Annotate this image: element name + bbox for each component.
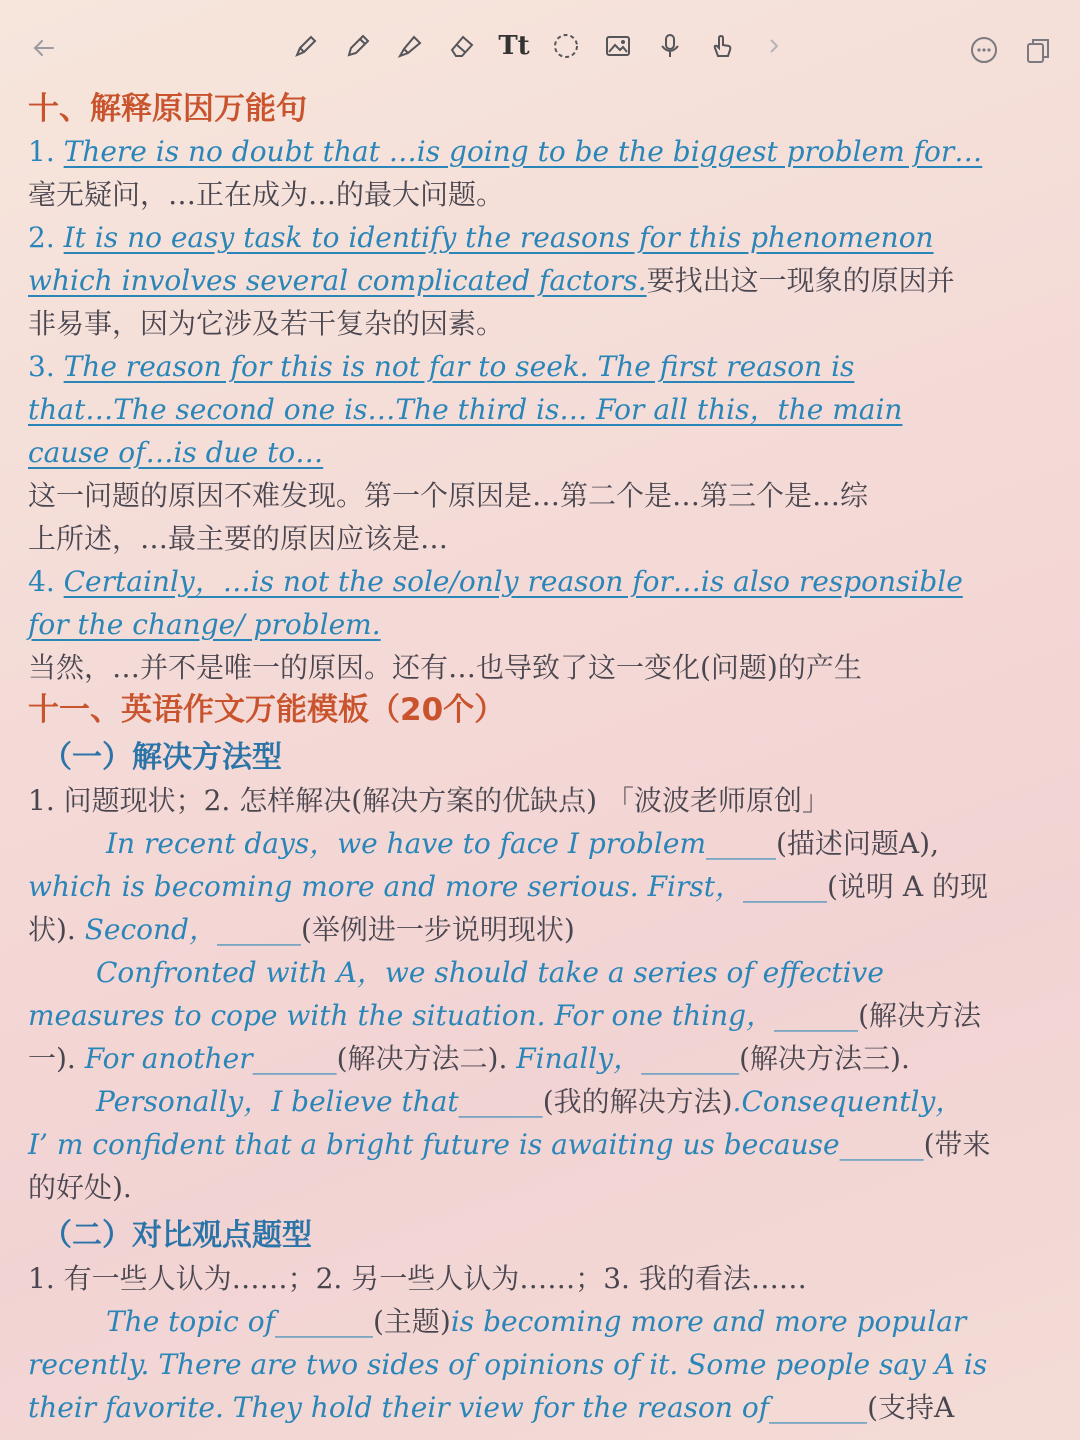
- text-tool-icon[interactable]: Tt: [498, 31, 530, 61]
- sentence-4-cont: for the change/ problem.: [28, 608, 381, 641]
- image-icon[interactable]: [602, 30, 634, 62]
- template-2-line-2: recently. There are two sides of opinions of it. Some people say A is: [28, 1348, 988, 1381]
- template-1-line-4: Confronted with A，we should take a series of effective: [96, 956, 884, 989]
- template-1-line-9: 的好处).: [28, 1171, 132, 1204]
- eraser-icon[interactable]: [446, 30, 478, 62]
- subsection-2-title: （二）对比观点题型: [42, 1218, 312, 1253]
- pen-icon[interactable]: [290, 30, 322, 62]
- sentence-3-translation-cont: 上所述，…最主要的原因应该是…: [28, 522, 449, 555]
- section-10-title: 十、解释原因万能句: [28, 91, 307, 127]
- sentence-2: 2. It is no easy task to identify the reasons for this phenomenon: [28, 221, 934, 254]
- hand-touch-icon[interactable]: [706, 30, 738, 62]
- more-icon[interactable]: [968, 34, 1000, 66]
- template-1-line-1: In recent days，we have to face I problem_____(描述问题A),: [106, 827, 939, 860]
- pencil-icon[interactable]: [342, 30, 374, 62]
- subsection-1-outline: 1. 问题现状；2. 怎样解决(解决方案的优缺点) 「波波老师原创」: [28, 784, 830, 817]
- lasso-icon[interactable]: [550, 30, 582, 62]
- template-1-line-8: I’ m confident that a bright future is awaiting us because______(带来: [28, 1128, 991, 1161]
- sentence-3: 3. The reason for this is not far to seek. The first reason is: [28, 350, 855, 383]
- sentence-2-cont: which involves several complicated factors.要找出这一现象的原因并: [28, 264, 955, 297]
- sentence-1-translation: 毫无疑问，…正在成为…的最大问题。: [28, 178, 505, 211]
- back-arrow-icon[interactable]: [28, 32, 60, 64]
- template-2-line-3: their favorite. They hold their view for the reason of_______(支持A: [28, 1391, 955, 1424]
- template-1-line-5: measures to cope with the situation. For one thing，______(解决方法: [28, 999, 981, 1032]
- chevron-right-icon[interactable]: [758, 30, 790, 62]
- template-1-line-7: Personally，I believe that______(我的解决方法).Consequently，: [96, 1085, 964, 1118]
- section-11-title: 十一、英语作文万能模板（20个）: [28, 692, 506, 728]
- template-1-line-2: which is becoming more and more serious. First，______(说明 A 的现: [28, 870, 988, 903]
- subsection-1-title: （一）解决方法型: [42, 740, 282, 775]
- note-page[interactable]: [28, 88, 1058, 1429]
- sentence-3-cont: that…The second one is…The third is… For all this，the main: [28, 393, 903, 426]
- template-2-line-1: The topic of_______(主题)is becoming more and more popular: [106, 1305, 967, 1338]
- microphone-icon[interactable]: [654, 30, 686, 62]
- template-1-line-6: 一). For another______(解决方法二). Finally，_______(解决方法三).: [28, 1042, 910, 1075]
- highlighter-icon[interactable]: [394, 30, 426, 62]
- sentence-1: 1. There is no doubt that …is going to be the biggest problem for…: [28, 135, 983, 168]
- sentence-4: 4. Certainly，…is not the sole/only reason for…is also responsible: [28, 565, 963, 598]
- subsection-2-outline: 1. 有一些人认为……；2. 另一些人认为……；3. 我的看法……: [28, 1262, 807, 1295]
- sentence-3-translation: 这一问题的原因不难发现。第一个原因是…第二个是…第三个是…综: [28, 479, 869, 512]
- template-1-line-3: 状). Second，______(举例进一步说明现状): [28, 913, 575, 946]
- sentence-3-end: cause of…is due to…: [28, 436, 324, 469]
- copy-pages-icon[interactable]: [1022, 34, 1054, 66]
- sentence-2-translation: 非易事，因为它涉及若干复杂的因素。: [28, 307, 505, 340]
- top-toolbar: [0, 0, 1080, 84]
- sentence-4-translation: 当然，…并不是唯一的原因。还有…也导致了这一变化(问题)的产生: [28, 651, 862, 684]
